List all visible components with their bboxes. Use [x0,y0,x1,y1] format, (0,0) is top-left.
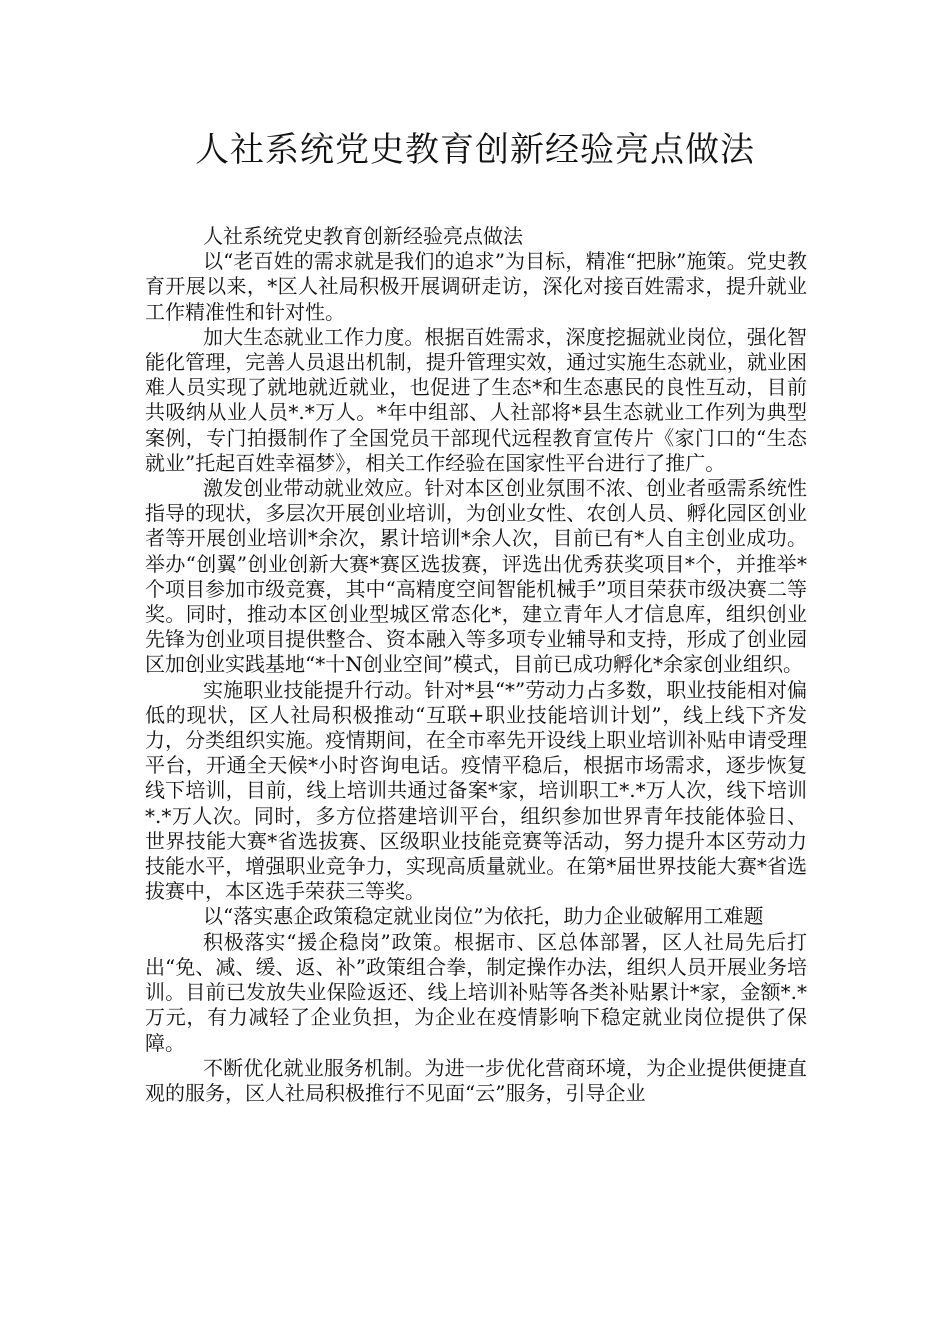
paragraph: 以“落实惠企政策稳定就业岗位”为依托，助力企业破解用工难题 [203,904,764,929]
paragraph: 加大生态就业工作力度。根据百姓需求，深度挖掘就业岗位，强化智能化管理，完善人员退出机制，提升管理实效，通过实施生态就业，就业困难人员实现了就地就近就业，也促进了生态*和生态惠民的良性互动，目前共吸纳从业人员*.*万人。*年中组部、人社部将*县生态就业工作列为典型案例，专门拍摄制作了全国党员干部现代远程教育宣传片《家门口的“生态就业”托起百姓幸福梦》，相关工作经验在国家性平台进行了推广。 [145,324,807,475]
paragraph: 激发创业带动就业效应。针对本区创业氛围不浓、创业者亟需系统性指导的现状，多层次开展创业培训，为创业女性、农创人员、孵化园区创业者等开展创业培训*余次，累计培训*余人次，目前已有*人自主创业成功。举办“创翼”创业创新大赛*赛区选拔赛，评选出优秀获奖项目*个，并推举*个项目参加市级竞赛，其中“高精度空间智能机械手”项目荣获市级决赛二等奖。同时，推动本区创业型城区常态化*，建立青年人才信息库，组织创业先锋为创业项目提供整合、资本融入等多项专业辅导和支持，形成了创业园区加创业实践基地“*十N创业空间”模式，目前已成功孵化*余家创业组织。 [145,476,807,677]
document-body [145,224,807,1106]
paragraph-heading: 人社系统党史教育创新经验亮点做法 [203,224,523,248]
paragraph: 以“老百姓的需求就是我们的追求”为目标，精准“把脉”施策。党史教育开展以来，*区人社局积极开展调研走访，深化对接百姓需求，提升就业工作精准性和针对性。 [145,249,807,324]
paragraph: 积极落实“援企稳岗”政策。根据市、区总体部署，区人社局先后打出“免、减、缓、返、补”政策组合拳，制定操作办法，组织人员开展业务培训。目前已发放失业保险返还、线上培训补贴等各类补贴累计*家，金额*.*万元，有力减轻了企业负担，为企业在疫情影响下稳定就业岗位提供了保障。 [145,929,807,1055]
paragraph: 不断优化就业服务机制。为进一步优化营商环境，为企业提供便捷直观的服务，区人社局积极推行不见面“云”服务，引导企业 [145,1055,807,1105]
paragraph: 实施职业技能提升行动。针对*县“*”劳动力占多数，职业技能相对偏低的现状，区人社局积极推动“互联+职业技能培训计划”，线上线下齐发力，分类组织实施。疫情期间，在全市率先开设线上职业培训补贴申请受理平台，开通全天候*小时咨询电话。疫情平稳后，根据市场需求，逐步恢复线下培训，目前，线上培训共通过备案*家，培训职工*.*万人次，线下培训*.*万人次。同时，多方位搭建培训平台，组织参加世界青年技能体验日、世界技能大赛*省选拔赛、区级职业技能竞赛等活动，努力提升本区劳动力技能水平，增强职业竞争力，实现高质量就业。在第*届世界技能大赛*省选拔赛中，本区选手荣获三等奖。 [145,677,807,904]
document-title: 人社系统党史教育创新经验亮点做法 [195,130,755,170]
